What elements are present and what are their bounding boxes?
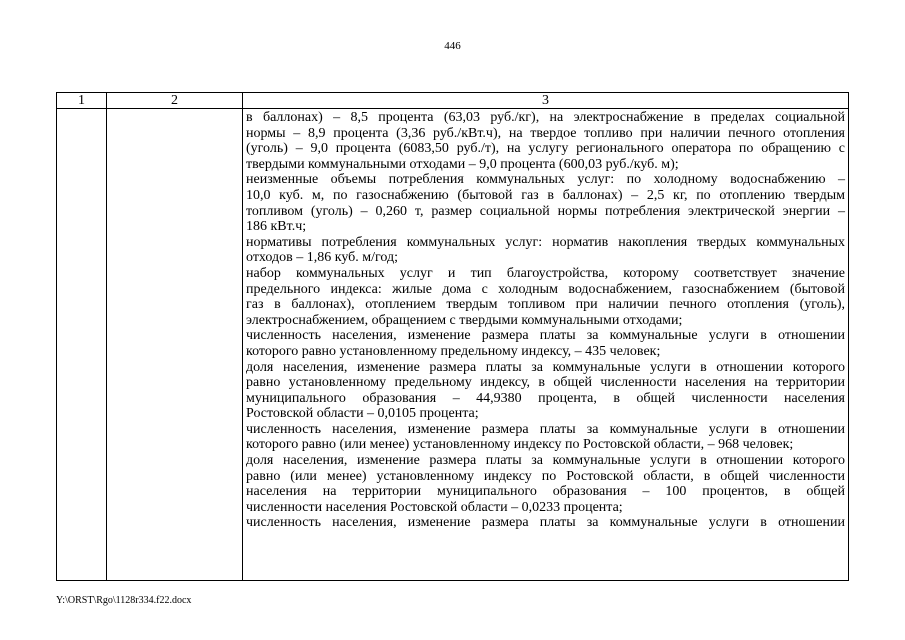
- column-3-cell: [243, 109, 849, 581]
- text-line: нормы – 8,9 процента (3,36 руб./кВт.ч), на твердое топливо при наличии печного отопления: [246, 125, 845, 141]
- column-1-cell: [57, 109, 107, 581]
- column-header-1: 1: [57, 93, 107, 109]
- text-line: численность населения, изменение размера платы за коммунальные услуги в отношении: [246, 515, 845, 531]
- text-line: населения на территории муниципального образования – 100 процентов, в общей: [246, 484, 845, 500]
- table-row: [57, 109, 849, 581]
- text-line: отходов – 1,86 куб. м/год;: [246, 250, 399, 266]
- cell-text-block: [243, 109, 848, 580]
- text-line: 10,0 куб. м, по газоснабжению (бытовой газ в баллонах) – 2,5 кг, по отоплению твердым: [246, 187, 845, 203]
- text-line: твердыми коммунальными отходами – 9,0 процента (600,03 руб./куб. м);: [246, 156, 679, 172]
- text-line: равно установленному предельному индексу, в общей численности населения на территории: [246, 375, 845, 391]
- text-line: численности населения Ростовской области – 0,0233 процента;: [246, 499, 623, 515]
- file-path-footer: Y:\ORST\Rgo\1128r334.f22.docx: [56, 595, 192, 606]
- text-line: (уголь) – 9,0 процента (6083,50 руб./т), на услугу регионального оператора по обращению с: [246, 141, 845, 157]
- text-line: которого равно (или менее) установленному индексу по Ростовской области, – 968 человек;: [246, 437, 794, 453]
- text-line: Ростовской области – 0,0105 процента;: [246, 406, 479, 422]
- text-line: неизменные объемы потребления коммунальных услуг: по холодному водоснабжению –: [246, 172, 845, 188]
- text-line: равно (или менее) установленному индексу по Ростовской области, в общей численности: [246, 468, 845, 484]
- text-line: численность населения, изменение размера платы за коммунальные услуги в отношении: [246, 421, 845, 437]
- text-line: предельного индекса: жилые дома с холодным водоснабжением, газоснабжением (бытовой: [246, 281, 845, 297]
- column-header-2: 2: [107, 93, 243, 109]
- text-line: 186 кВт.ч;: [246, 219, 307, 235]
- text-line: электроснабжением, обращением с твердыми коммунальными отходами;: [246, 312, 683, 328]
- text-line: доля населения, изменение размера платы за коммунальные услуги в отношении которого: [246, 359, 845, 375]
- text-line: газ в баллонах), отоплением твердым топливом при наличии печного отопления (уголь),: [246, 297, 845, 313]
- text-line: нормативы потребления коммунальных услуг: норматив накопления твердых коммунальных: [246, 234, 845, 250]
- text-line: набор коммунальных услуг и тип благоустройства, которому соответствует значение: [246, 265, 845, 281]
- text-line: топливом (уголь) – 0,260 т, размер социальной нормы потребления электрической энергии –: [246, 203, 845, 219]
- document-table: [56, 92, 849, 581]
- text-line: муниципального образования – 44,9380 процента, в общей численности населения: [246, 390, 845, 406]
- text-line: доля населения, изменение размера платы за коммунальные услуги в отношении которого: [246, 453, 845, 469]
- text-line: которого равно установленному предельному индексу, – 435 человек;: [246, 343, 661, 359]
- text-line: численность населения, изменение размера платы за коммунальные услуги в отношении: [246, 328, 845, 344]
- table-header-row: [57, 93, 849, 109]
- column-header-3: 3: [243, 93, 849, 109]
- page-number: 446: [444, 40, 461, 52]
- text-line: в баллонах) – 8,5 процента (63,03 руб./кг), на электроснабжение в пределах социальной: [246, 110, 845, 125]
- column-2-cell: [107, 109, 243, 581]
